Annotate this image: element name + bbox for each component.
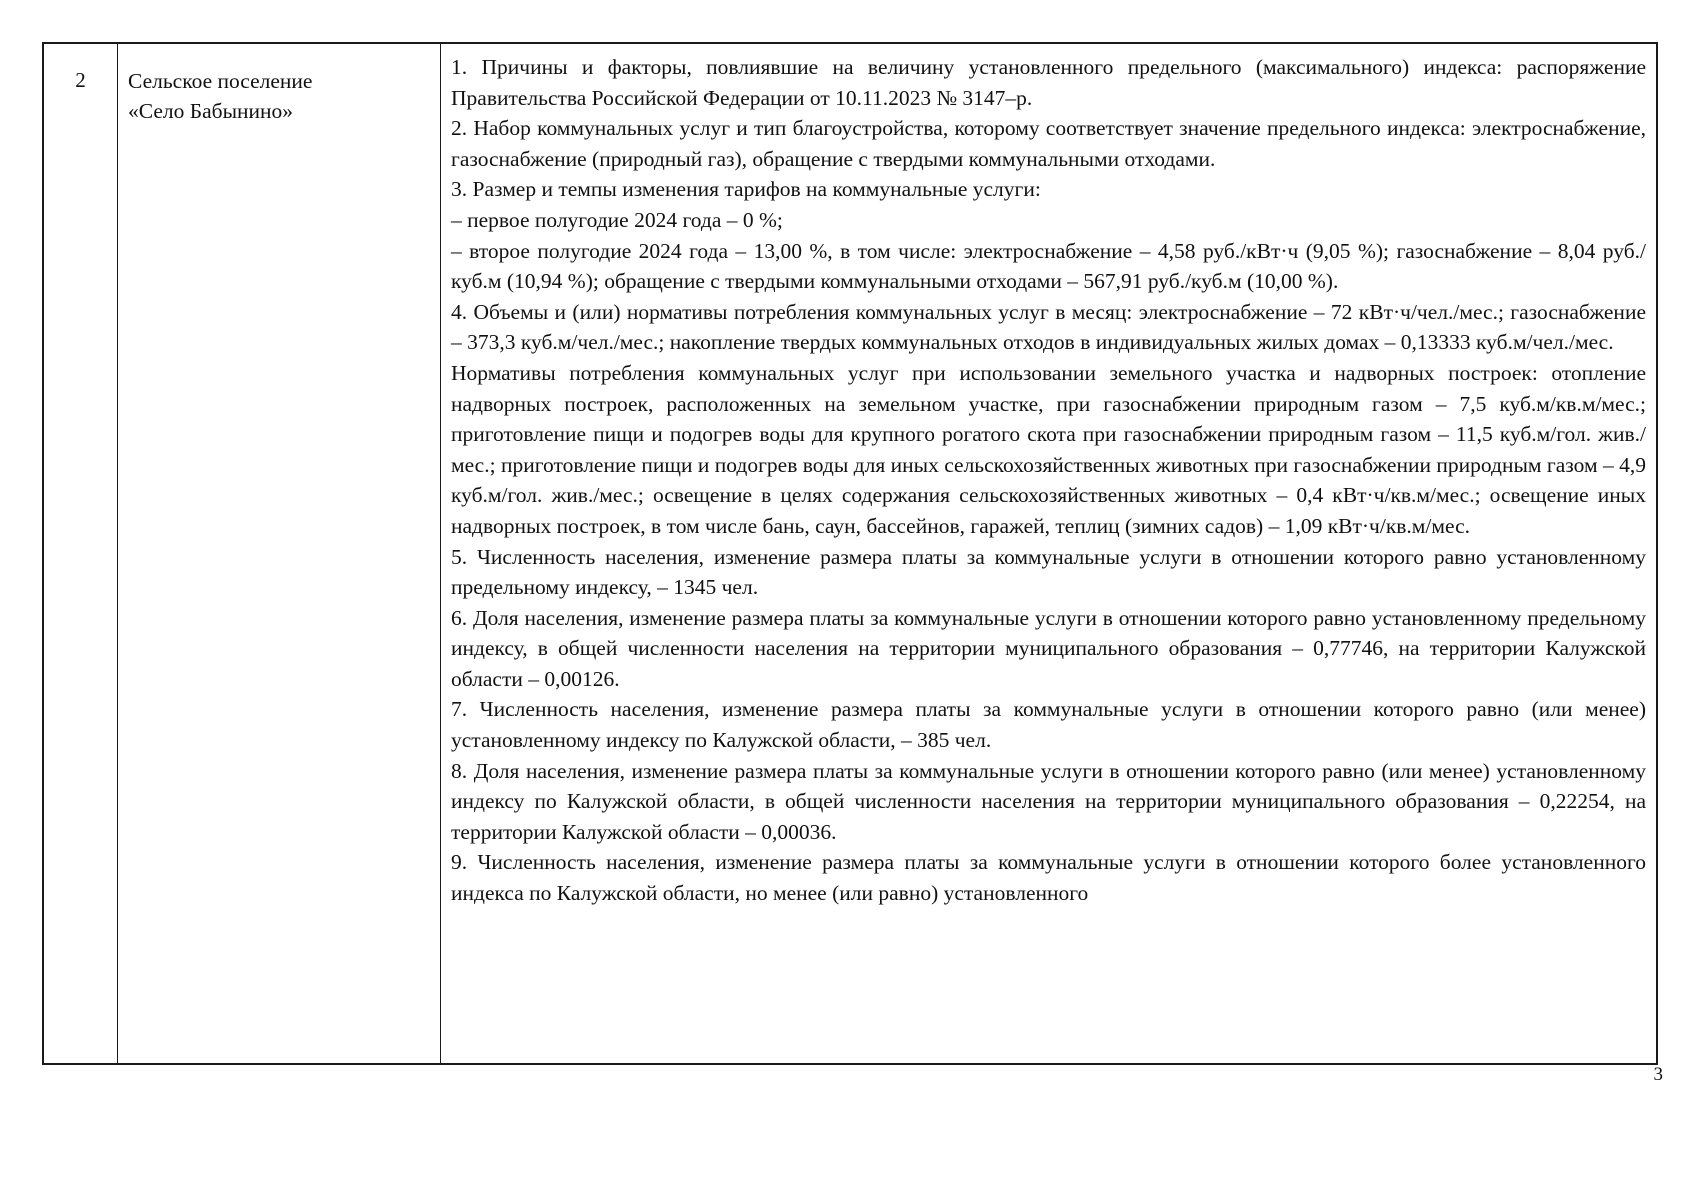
- paragraph-3-first-half: – первое полугодие 2024 года – 0 %;: [451, 207, 783, 232]
- paragraph-3-second-half: – второе полугодие 2024 года – 13,00 %, в том числе: электроснабжение – 4,58 руб./кВт·ч (9,05 %); газоснабжение – 8,04 руб./куб.м (10,94 %); обращение с твердыми коммунальными отходами – 567,91 руб./куб.м (10,00 %).: [451, 238, 1646, 294]
- paragraph-2: 2. Набор коммунальных услуг и тип благоустройства, которому соответствует значение предельного индекса: электроснабжение, газоснабжение (природный газ), обращение с твердыми коммунальными отходами.: [451, 116, 1646, 171]
- paragraph-3: 3. Размер и темпы изменения тарифов на коммунальные услуги:: [451, 177, 1041, 202]
- row-number: 2: [75, 68, 86, 92]
- paragraph-4: 4. Объемы и (или) нормативы потребления коммунальных услуг в месяц: электроснабжение – 72 кВт·ч/чел./мес.; газоснабжение – 373,3 куб.м/чел./мес.; накопление твердых коммунальных отходов в индивидуальных жилых домах – 0,13333 куб.м/чел./мес.: [451, 299, 1646, 355]
- paragraph-5: 5. Численность населения, изменение размера платы за коммунальные услуги в отношении которого равно установленному предельному индексу, – 1345 чел.: [451, 544, 1646, 600]
- paragraph-6: 6. Доля населения, изменение размера платы за коммунальные услуги в отношении которого равно установленному предельному индексу, в общей численности населения на территории муниципального образования – 0,77746, на территории Калужской области – 0,00126.: [451, 605, 1646, 691]
- paragraph-9: 9. Численность населения, изменение размера платы за коммунальные услуги в отношении которого более установленного индекса по Калужской области, но менее (или равно) установленного: [451, 850, 1646, 906]
- settlement-name-cell: [118, 44, 441, 1063]
- description-cell: [441, 44, 1656, 1063]
- document-table: [42, 42, 1658, 1065]
- settlement-type: Сельское поселение: [128, 69, 313, 93]
- paragraph-1: 1. Причины и факторы, повлиявшие на величину установленного предельного (максимального) индекса: распоряжение Правительства Российской Федерации от 10.11.2023 № 3147–р.: [451, 55, 1646, 110]
- paragraph-8: 8. Доля населения, изменение размера платы за коммунальные услуги в отношении которого равно (или менее) установленному индексу по Калужской области, в общей численности населения на территории муниципального образования – 0,22254, на территории Калужской области – 0,00036.: [451, 758, 1646, 844]
- page-number: 3: [1653, 1064, 1663, 1085]
- paragraph-7: 7. Численность населения, изменение размера платы за коммунальные услуги в отношении которого равно (или менее) установленному индексу по Калужской области, – 385 чел.: [451, 697, 1646, 753]
- row-number-cell: [44, 44, 118, 1063]
- paragraph-4-norms: Нормативы потребления коммунальных услуг при использовании земельного участка и надворных построек: отопление надворных построек, расположенных на земельном участке, при газоснабжении природным газом – 7,5 куб.м/кв.м/мес.; приготовление пищи и подогрев воды для крупного рогатого скота при газоснабжении природным газом – 11,5 куб.м/гол. жив./мес.; приготовление пищи и подогрев воды для иных сельскохозяйственных животных при газоснабжении природным газом – 4,9 куб.м/гол. жив./мес.; освещение в целях содержания сельскохозяйственных животных – 0,4 кВт·ч/кв.м/мес.; освещение иных надворных построек, в том числе бань, саун, бассейнов, гаражей, теплиц (зимних садов) – 1,09 кВт·ч/кв.м/мес.: [451, 360, 1646, 538]
- settlement-name: «Село Бабынино»: [128, 99, 294, 123]
